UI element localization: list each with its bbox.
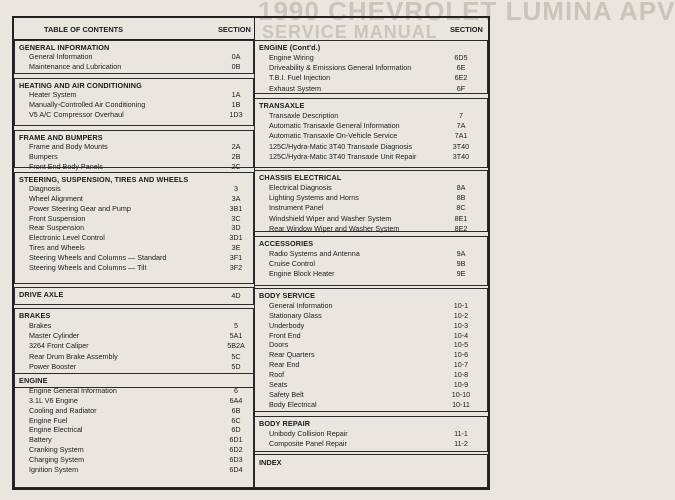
toc-entry-section-code: 10-2	[453, 310, 469, 320]
section-title: BRAKES	[19, 311, 51, 320]
toc-entry-label: General Information	[269, 301, 333, 310]
section-body-repair	[254, 416, 488, 452]
toc-entry-label: Rear Drum Brake Assembly	[29, 351, 118, 361]
toc-entry-label: Instrument Panel	[269, 203, 324, 213]
toc-entry-label: Stationary Glass	[269, 310, 322, 320]
toc-entry-section-code: 5	[234, 321, 238, 330]
section-code: 4D	[231, 291, 241, 300]
toc-entry-section-code: 6D3	[229, 454, 243, 464]
toc-entry[interactable]	[255, 131, 487, 141]
toc-entry-label: Unibody Collision Repair	[269, 429, 348, 438]
toc-entry-section-code: 8C	[456, 203, 466, 213]
toc-entry-label: 3264 Front Caliper	[29, 341, 89, 351]
toc-entry-section-code: 1B	[231, 100, 241, 110]
toc-entry[interactable]	[255, 224, 487, 234]
section-title: DRIVE AXLE	[19, 290, 64, 299]
toc-entry-section-code: 11-1	[454, 429, 468, 438]
toc-entry-label: Cruise Control	[269, 259, 315, 269]
toc-entry-section-code: 10-8	[453, 369, 469, 379]
toc-entry-section-code: 3F2	[229, 262, 243, 272]
toc-entry-label: Exhaust System	[269, 83, 321, 93]
toc-entry-label: Underbody	[269, 320, 305, 330]
section-heating-and-air-conditioning	[14, 78, 254, 126]
toc-entry-label: Rear Quarters	[269, 350, 315, 360]
toc-entry-label: General Information	[29, 52, 93, 61]
toc-entry-section-code: 7A1	[454, 131, 468, 141]
toc-entry[interactable]	[255, 142, 487, 152]
left-section-header: SECTION	[218, 25, 251, 34]
toc-entry[interactable]	[255, 360, 487, 370]
background-heading-line2: SERVICE MANUAL	[262, 22, 438, 42]
toc-entry-section-code: 6A4	[229, 395, 243, 405]
toc-entry-label: Battery	[29, 435, 52, 445]
toc-entry-section-code: 2C	[231, 162, 241, 172]
toc-sheet	[12, 16, 490, 490]
toc-entry-label: Rear Suspension	[29, 223, 85, 233]
toc-entry-section-code: 10-5	[453, 340, 469, 350]
toc-entry-section-code: 1D3	[229, 110, 243, 120]
toc-entry-section-code: 6	[234, 386, 238, 395]
toc-entry[interactable]	[255, 73, 487, 83]
toc-entry[interactable]	[15, 243, 253, 253]
section-title: TRANSAXLE	[259, 101, 305, 110]
toc-entry-label: 125C/Hydra-Matic 3T40 Transaxle Diagnosis	[269, 141, 413, 151]
toc-entry[interactable]	[255, 63, 487, 73]
toc-entry-section-code: 3C	[231, 213, 241, 223]
toc-entry-label: Transaxle Description	[269, 111, 339, 120]
section-body-service	[254, 288, 488, 412]
toc-entry[interactable]	[15, 396, 253, 406]
toc-entry[interactable]	[255, 311, 487, 321]
toc-entry-section-code: 2A	[231, 142, 241, 151]
toc-entry[interactable]	[15, 253, 253, 263]
toc-entry[interactable]	[15, 152, 253, 162]
toc-entry[interactable]	[15, 184, 253, 194]
toc-entry-label: V5 A/C Compressor Overhaul	[29, 110, 124, 120]
toc-entry[interactable]	[15, 435, 253, 445]
toc-entry-section-code: 3E	[231, 243, 241, 253]
toc-entry[interactable]	[15, 425, 253, 435]
toc-entry-section-code: 8E1	[454, 213, 468, 223]
section-engine-cont-d	[254, 40, 488, 94]
toc-entry-section-code: 5B2A	[227, 341, 245, 351]
toc-entry-section-code: 6D1	[229, 435, 243, 445]
toc-entry[interactable]	[15, 204, 253, 214]
toc-entry[interactable]	[15, 341, 253, 351]
toc-entry[interactable]	[255, 249, 487, 259]
right-section-header: SECTION	[450, 25, 483, 34]
toc-entry[interactable]	[15, 194, 253, 204]
toc-entry-label: Front End Body Panels	[29, 162, 103, 172]
toc-entry-section-code: 0B	[231, 62, 241, 72]
section-title: ACCESSORIES	[259, 239, 314, 248]
toc-entry[interactable]	[255, 84, 487, 94]
toc-entry-label: Front Suspension	[29, 213, 86, 223]
toc-entry[interactable]	[255, 301, 487, 311]
toc-entry-label: Engine Electrical	[29, 425, 83, 435]
toc-entry-section-code: 10-3	[453, 320, 469, 330]
toc-entry-label: Safety Belt	[269, 389, 304, 399]
section-steering-suspension-tires-and-wheels	[14, 172, 254, 284]
section-accessories	[254, 236, 488, 286]
toc-entry-label: Driveability & Emissions General Information	[269, 63, 412, 73]
toc-entry-label: Master Cylinder	[29, 331, 80, 341]
toc-entry-label: Automatic Transaxle On-Vehicle Service	[269, 131, 398, 141]
toc-entry-section-code: 6D2	[229, 445, 243, 455]
toc-entry-section-code: 10-11	[452, 399, 470, 409]
toc-entry-section-code: 5D	[231, 361, 241, 371]
toc-entry-section-code: 3B1	[229, 203, 243, 213]
section-title: HEATING AND AIR CONDITIONING	[19, 81, 142, 90]
toc-entry[interactable]	[15, 455, 253, 465]
toc-entry-label: Bumpers	[29, 152, 58, 162]
toc-entry-label: Power Booster	[29, 361, 77, 371]
section-title: ENGINE (Cont'd.)	[259, 43, 321, 52]
toc-entry-section-code: 9E	[456, 269, 466, 279]
toc-entry-section-code: 3A	[231, 193, 241, 203]
toc-entry-label: Windshield Wiper and Washer System	[269, 213, 392, 223]
background-heading-line1: 1990 CHEVROLET LUMINA APV	[258, 0, 675, 26]
toc-entry-label: Wheel Alignment	[29, 193, 83, 203]
toc-entry-section-code: 6D	[231, 425, 241, 435]
toc-entry-label: Heater System	[29, 90, 77, 99]
toc-entry-label: Diagnosis	[29, 184, 61, 193]
toc-entry[interactable]	[15, 62, 253, 72]
toc-entry[interactable]	[15, 352, 253, 362]
toc-entry[interactable]	[15, 223, 253, 233]
toc-entry-label: Tires and Wheels	[29, 243, 85, 253]
toc-entry-section-code: 10-10	[451, 389, 471, 399]
toc-entry[interactable]	[255, 193, 487, 203]
toc-entry[interactable]	[255, 400, 487, 410]
toc-entry-label: Electronic Level Control	[29, 233, 105, 243]
section-code-row	[15, 291, 253, 301]
toc-entry-section-code: 6E2	[454, 73, 468, 83]
toc-entry[interactable]	[15, 445, 253, 455]
toc-entry-section-code: 7A	[456, 121, 466, 131]
toc-entry[interactable]	[15, 362, 253, 372]
toc-entry[interactable]	[15, 214, 253, 224]
toc-entry[interactable]	[15, 100, 253, 110]
toc-entry-label: Automatic Transaxle General Information	[269, 121, 400, 131]
toc-entry-section-code: 8B	[456, 193, 466, 203]
toc-entry-section-code: 10-7	[453, 360, 469, 370]
toc-entry-label: Ignition System	[29, 464, 79, 474]
toc-entry-label: T.B.I. Fuel Injection	[269, 73, 331, 83]
toc-entry[interactable]	[255, 340, 487, 350]
toc-entry[interactable]	[15, 90, 253, 100]
left-column-header	[14, 18, 254, 40]
section-title: BODY REPAIR	[259, 419, 311, 428]
toc-entry-label: Engine Wiring	[269, 53, 314, 62]
toc-entry[interactable]	[255, 152, 487, 162]
toc-entry[interactable]	[255, 331, 487, 341]
toc-entry-label: Brakes	[29, 321, 52, 330]
toc-entry-section-code: 10-1	[453, 301, 469, 310]
right-column-header	[254, 18, 488, 40]
toc-entry-section-code: 6E	[456, 63, 466, 73]
section-title: GENERAL INFORMATION	[19, 43, 110, 52]
toc-entry-section-code: 3T40	[452, 151, 470, 161]
toc-entry-section-code: 11-2	[454, 439, 468, 449]
section-title: INDEX	[259, 458, 282, 467]
section-chassis-electrical	[254, 170, 488, 232]
toc-entry[interactable]	[255, 121, 487, 131]
toc-entry-label: Cooling and Radiator	[29, 405, 97, 415]
section-title: BODY SERVICE	[259, 291, 316, 300]
toc-entry[interactable]	[15, 162, 253, 172]
toc-entry[interactable]	[255, 269, 487, 279]
toc-entry[interactable]	[255, 259, 487, 269]
toc-entry-label: Radio Systems and Antenna	[269, 249, 360, 258]
toc-entry[interactable]	[15, 386, 253, 396]
toc-entry-label: Steering Wheels and Columns — Standard	[29, 252, 167, 262]
toc-entry-label: Engine Block Heater	[269, 269, 335, 279]
toc-entry[interactable]	[15, 465, 253, 475]
toc-entry-label: 125C/Hydra-Matic 3T40 Transaxle Unit Repair	[269, 151, 417, 161]
toc-entry-label: Engine General Information	[29, 386, 117, 395]
toc-entry[interactable]	[15, 406, 253, 416]
toc-entry-label: 3.1L V6 Engine	[29, 395, 78, 405]
toc-entry-label: Electrical Diagnosis	[269, 183, 332, 192]
toc-entry[interactable]	[15, 331, 253, 341]
section-title: STEERING, SUSPENSION, TIRES AND WHEELS	[19, 175, 189, 184]
toc-entry[interactable]	[255, 439, 487, 449]
toc-entry[interactable]	[255, 203, 487, 213]
section-engine	[14, 373, 254, 488]
toc-entry-label: Manually-Controlled Air Conditioning	[29, 100, 146, 110]
toc-entry-section-code: 9B	[456, 259, 466, 269]
section-general-information	[14, 40, 254, 74]
toc-entry-section-code: 6D4	[229, 464, 243, 474]
toc-entry-section-code: 8A	[456, 183, 466, 192]
toc-entry-label: Rear End	[269, 360, 300, 370]
toc-entry-label: Seats	[269, 379, 288, 389]
section-title: ENGINE	[19, 376, 48, 385]
toc-entry-label: Front End	[269, 330, 301, 340]
toc-entry-label: Cranking System	[29, 445, 84, 455]
toc-entry-label: Composite Panel Repair	[269, 439, 347, 449]
toc-entry-section-code: 1A	[231, 90, 241, 99]
section-title: CHASSIS ELECTRICAL	[259, 173, 342, 182]
toc-entry-label: Steering Wheels and Columns — Tilt	[29, 262, 147, 272]
toc-entry-section-code: 8E2	[454, 223, 468, 233]
toc-entry-section-code: 10-4	[453, 330, 469, 340]
toc-entry-label: Power Steering Gear and Pump	[29, 203, 131, 213]
toc-entry-label: Rear Window Wiper and Washer System	[269, 223, 400, 233]
toc-title: TABLE OF CONTENTS	[44, 25, 124, 34]
toc-entry-section-code: 2B	[231, 152, 241, 162]
toc-entry-section-code: 3D1	[229, 233, 243, 243]
toc-entry[interactable]	[255, 429, 487, 439]
toc-entry-label: Roof	[269, 369, 285, 379]
toc-entry-label: Engine Fuel	[29, 415, 68, 425]
toc-entry-section-code: 5A1	[229, 331, 243, 341]
toc-entry-section-code: 3F1	[229, 252, 243, 262]
toc-entry-label: Frame and Body Mounts	[29, 142, 108, 151]
toc-entry-section-code: 3T40	[452, 141, 470, 151]
toc-entry[interactable]	[255, 53, 487, 63]
toc-entry-section-code: 0A	[231, 52, 241, 61]
toc-entry-label: Body Electrical	[269, 399, 317, 409]
toc-entry[interactable]	[15, 142, 253, 152]
toc-entry-section-code: 6B	[231, 405, 241, 415]
toc-entry-section-code: 10-9	[453, 379, 469, 389]
toc-entry[interactable]	[15, 321, 253, 331]
toc-entry-section-code: 5C	[231, 351, 241, 361]
section-title: FRAME AND BUMPERS	[19, 133, 103, 142]
toc-entry-section-code: 10-6	[453, 350, 469, 360]
toc-entry-section-code: 6F	[456, 83, 466, 93]
toc-entry-section-code: 3	[234, 184, 238, 193]
toc-entry[interactable]	[15, 416, 253, 426]
toc-entry[interactable]	[255, 380, 487, 390]
toc-entry-section-code: 3D	[231, 223, 241, 233]
toc-entry-label: Maintenance and Lubrication	[29, 62, 122, 72]
toc-entry[interactable]	[255, 214, 487, 224]
toc-entry[interactable]	[255, 183, 487, 193]
toc-entry[interactable]	[255, 350, 487, 360]
toc-entry-section-code: 9A	[456, 249, 466, 258]
toc-entry[interactable]	[15, 52, 253, 62]
section-drive-axle	[14, 287, 254, 305]
toc-entry[interactable]	[255, 390, 487, 400]
toc-entry[interactable]	[15, 263, 253, 273]
toc-entry-section-code: 6D5	[454, 53, 468, 62]
toc-entry-section-code: 7	[459, 111, 463, 120]
toc-entry[interactable]	[255, 111, 487, 121]
toc-entry-label: Lighting Systems and Horns	[269, 193, 359, 203]
toc-entry[interactable]	[255, 370, 487, 380]
toc-entry[interactable]	[255, 321, 487, 331]
section-frame-and-bumpers	[14, 130, 254, 172]
toc-entry[interactable]	[15, 233, 253, 243]
toc-entry-section-code: 6C	[231, 415, 241, 425]
toc-entry[interactable]	[15, 110, 253, 120]
section-transaxle	[254, 98, 488, 168]
toc-entry-label: Doors	[269, 340, 289, 350]
toc-entry-label: Charging System	[29, 454, 85, 464]
section-index	[254, 454, 488, 488]
